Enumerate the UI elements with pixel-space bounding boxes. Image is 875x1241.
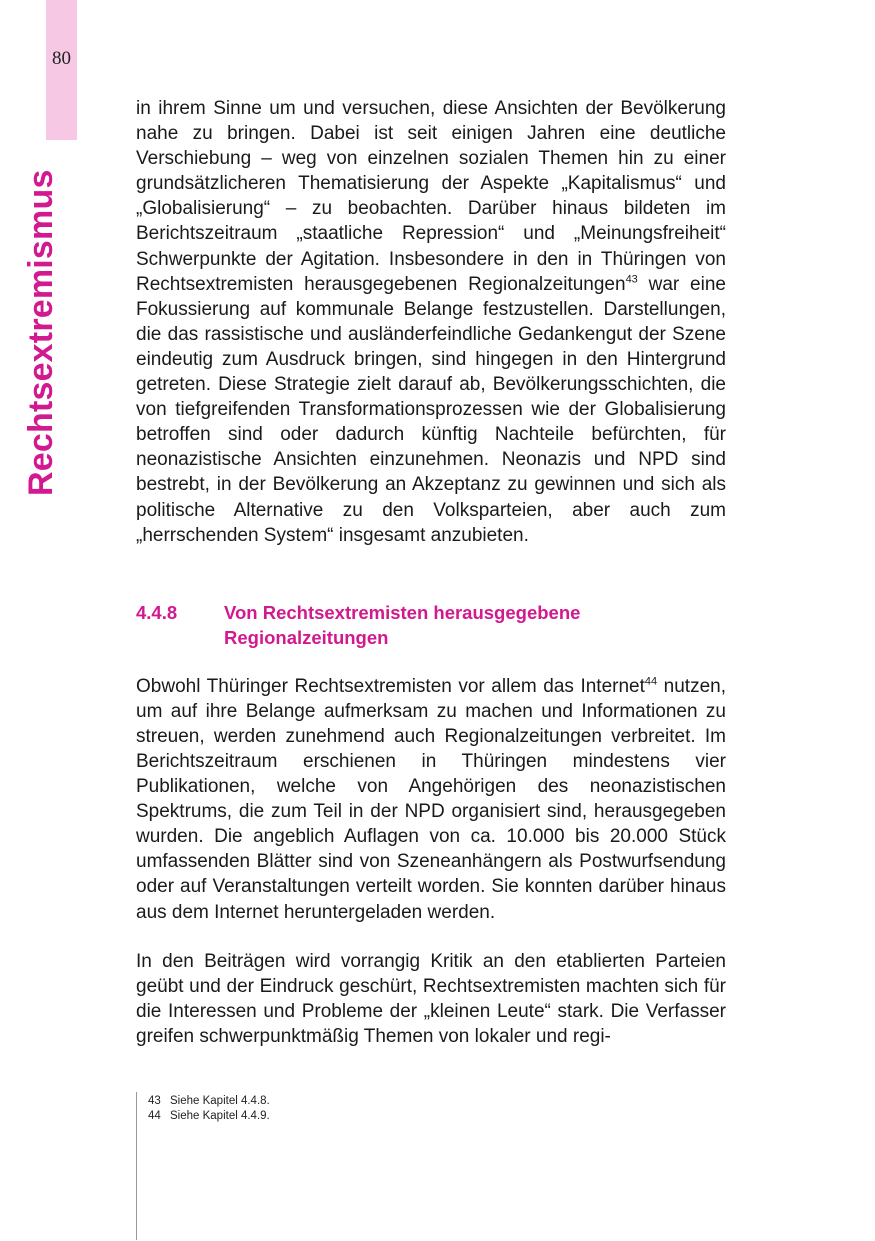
main-content — [136, 96, 726, 1049]
running-head: Rechtsextremismus — [22, 169, 60, 496]
footnote-text: Siehe Kapitel 4.4.8. — [170, 1095, 270, 1107]
paragraph-1 — [136, 96, 726, 548]
page-margin-bar — [46, 0, 77, 140]
section-number: 4.4.8 — [136, 601, 178, 623]
section-heading — [136, 600, 726, 650]
paragraph-2 — [136, 674, 726, 925]
paragraph-3: In den Beiträgen wird vorrangig Kritik an den etablierten Parteien geübt und der Eindruck geschürt, Rechtsextremisten machten sich für die Interessen und Probleme der „kleinen Leute“ stark. Die Verfasser greifen schwerpunktmäßig Themen von lokaler und regi- — [136, 950, 726, 1047]
paragraph-2-text: Obwohl Thüringer Rechtsextremisten vor allem das Internet — [136, 675, 645, 697]
paragraph-1-rest: war eine Fokussierung auf kommunale Belange festzustellen. Darstellungen, die das rassistische und ausländerfeindliche Gedankengut der Szene eindeutig zum Ausdruck bringen, sind hingegen in den Hintergrund getreten. Diese Strategie zielt darauf ab, Bevölkerungsschichten, die von tiefgreifenden Transformationsprozessen wie der Globalisierung betroffen sind oder dadurch künftig Nachteile befürchten, für neonazistische Ansichten einzunehmen. Neonazis und NPD sind bestrebt, in der Bevölkerung an Akzeptanz zu gewinnen und sich als politische Alternative zu den Volksparteien, aber auch zum „herrschenden System“ insgesamt anzubieten. — [136, 273, 726, 546]
footnote-text: Siehe Kapitel 4.4.9. — [170, 1110, 270, 1122]
footnote-number: 44 — [148, 1110, 161, 1122]
footnotes — [148, 1094, 270, 1124]
section-title: Von Rechtsextremisten herausgegebene Regionalzeitungen — [224, 601, 581, 648]
footnote-44 — [148, 1109, 270, 1124]
footnote-ref-44[interactable]: 44 — [644, 675, 658, 688]
footnote-number: 43 — [148, 1095, 161, 1107]
paragraph-2-rest: nutzen, um auf ihre Belange aufmerksam zu machen und Informationen zu streuen, werden zunehmend auch Regionalzeitungen verbreitet. Im Berichtszeitraum erschienen in Thüringen mindestens vier Publikationen, welche von Angehörigen des neonazistischen Spektrums, die zum Teil in der NPD organisiert sind, herausgegeben wurden. Die angeblich Auflagen von ca. 10.000 bis 20.000 Stück umfassenden Blätter sind von Szeneanhängern als Postwurfsendung oder auf Veranstaltungen verteilt worden. Sie konnten darüber hinaus aus dem Internet heruntergeladen werden. — [136, 675, 726, 923]
footnote-43 — [148, 1094, 270, 1109]
paragraph-1-text: in ihrem Sinne um und versuchen, diese Ansichten der Bevölkerung nahe zu bringen. Dabei ist seit einigen Jahren eine deutliche Verschiebung – weg von einzelnen sozialen Themen hin zu einer grundsätzlicheren Thematisierung der Aspekte „Kapitalismus“ und „Globalisierung“ – zu beobachten. Darüber hinaus bildeten im Berichtszeitraum „staatliche Repression“ und „Meinungsfreiheit“ Schwerpunkte der Agitation. Insbesondere in den in Thüringen von Rechtsextremisten herausgegebenen Regionalzeitungen — [136, 98, 726, 295]
page-number: 80 — [52, 48, 71, 69]
footnote-ref-43[interactable]: 43 — [625, 273, 638, 286]
footnote-rule — [136, 1092, 137, 1240]
